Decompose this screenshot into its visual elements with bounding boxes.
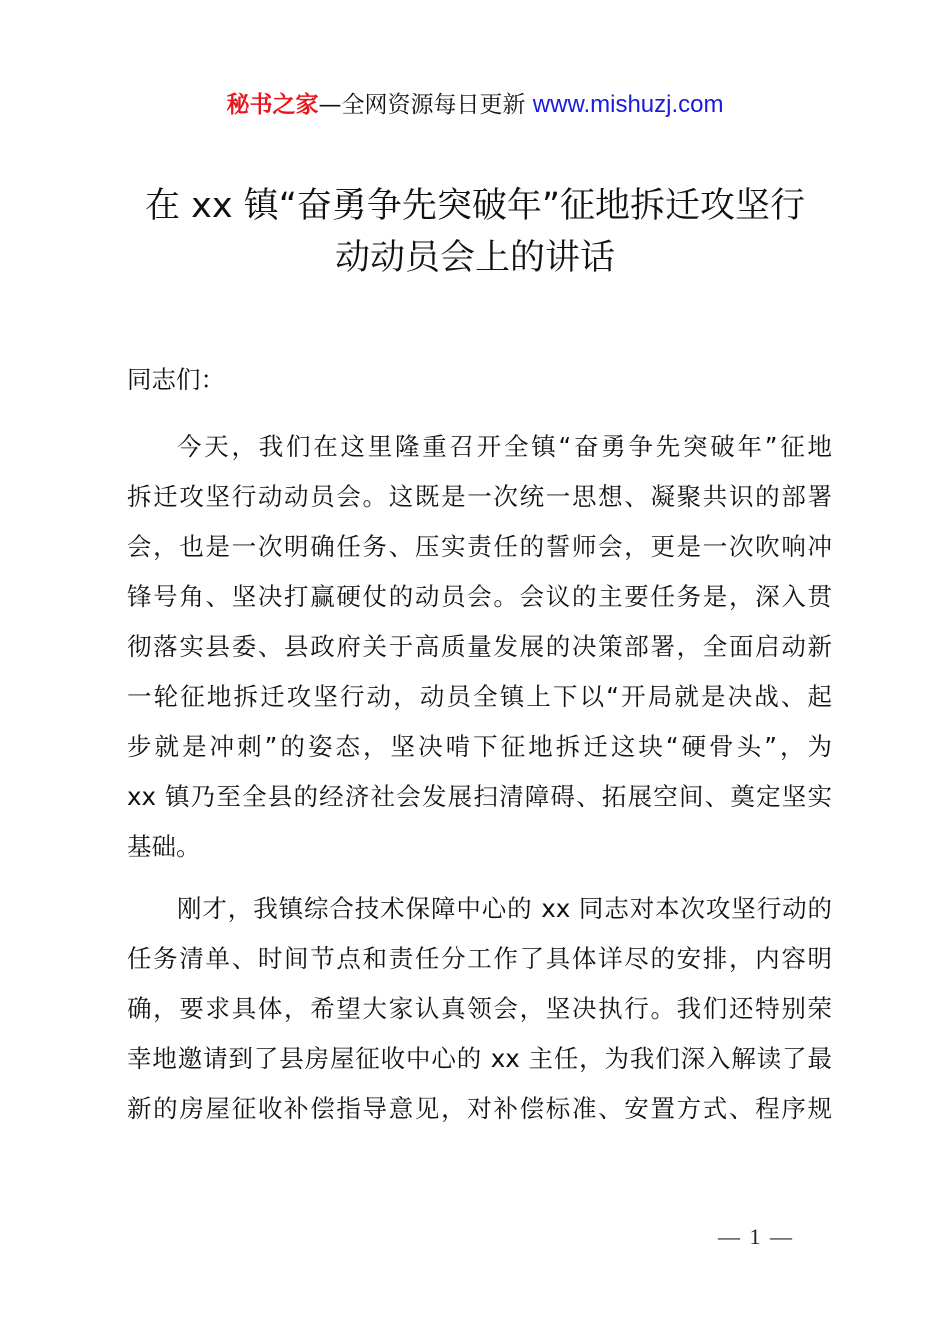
text-line: 新的房屋征收补偿指导意见，对补偿标准、安置方式、程序规 — [127, 1094, 832, 1123]
title-line-2: 动动员会上的讲话 — [334, 238, 615, 278]
text-line: 幸地邀请到了县房屋征收中心的 xx 主任，为我们深入解读了最 — [127, 1044, 832, 1073]
text-line: 刚才，我镇综合技术保障中心的 xx 同志对本次攻坚行动的 — [177, 894, 832, 923]
text-line: xx 镇乃至全县的经济社会发展扫清障碍、拓展空间、奠定坚实 — [127, 782, 832, 811]
text-line: 基础。 — [127, 832, 201, 861]
document-body — [127, 360, 832, 1146]
text-line: 锋号角、坚决打赢硬仗的动员会。会议的主要任务是，深入贯 — [127, 582, 832, 611]
text-line: 会，也是一次明确任务、压实责任的誓师会，更是一次吹响冲 — [127, 532, 832, 561]
paragraph — [127, 884, 832, 1134]
site-url-link[interactable]: www.mishuzj.com — [532, 91, 724, 118]
page-number: — 1 — — [718, 1224, 794, 1249]
text-line: 步就是冲刺”的姿态，坚决啃下征地拆迁这块“硬骨头”，为 — [127, 732, 832, 761]
text-line: 确，要求具体，希望大家认真领会，坚决执行。我们还特别荣 — [127, 994, 832, 1023]
paragraph — [127, 422, 832, 872]
text-line: 一轮征地拆迁攻坚行动，动员全镇上下以“开局就是决战、起 — [127, 682, 832, 711]
document-title — [0, 180, 950, 284]
title-line-1: 在 xx 镇“奋勇争先突破年”征地拆迁攻坚行 — [145, 186, 805, 226]
text-line: 拆迁攻坚行动动员会。这既是一次统一思想、凝聚共识的部署 — [127, 482, 832, 511]
brand-name: 秘书之家 — [226, 92, 319, 118]
greeting: 同志们： — [127, 365, 225, 394]
text-line: 任务清单、时间节点和责任分工作了具体详尽的安排，内容明 — [127, 944, 832, 973]
text-line: 今天，我们在这里隆重召开全镇“奋勇争先突破年”征地 — [177, 432, 832, 461]
text-line: 彻落实县委、县政府关于高质量发展的决策部署，全面启动新 — [127, 632, 832, 661]
header-tagline: —全网资源每日更新 — [318, 92, 533, 118]
site-header — [0, 88, 950, 122]
